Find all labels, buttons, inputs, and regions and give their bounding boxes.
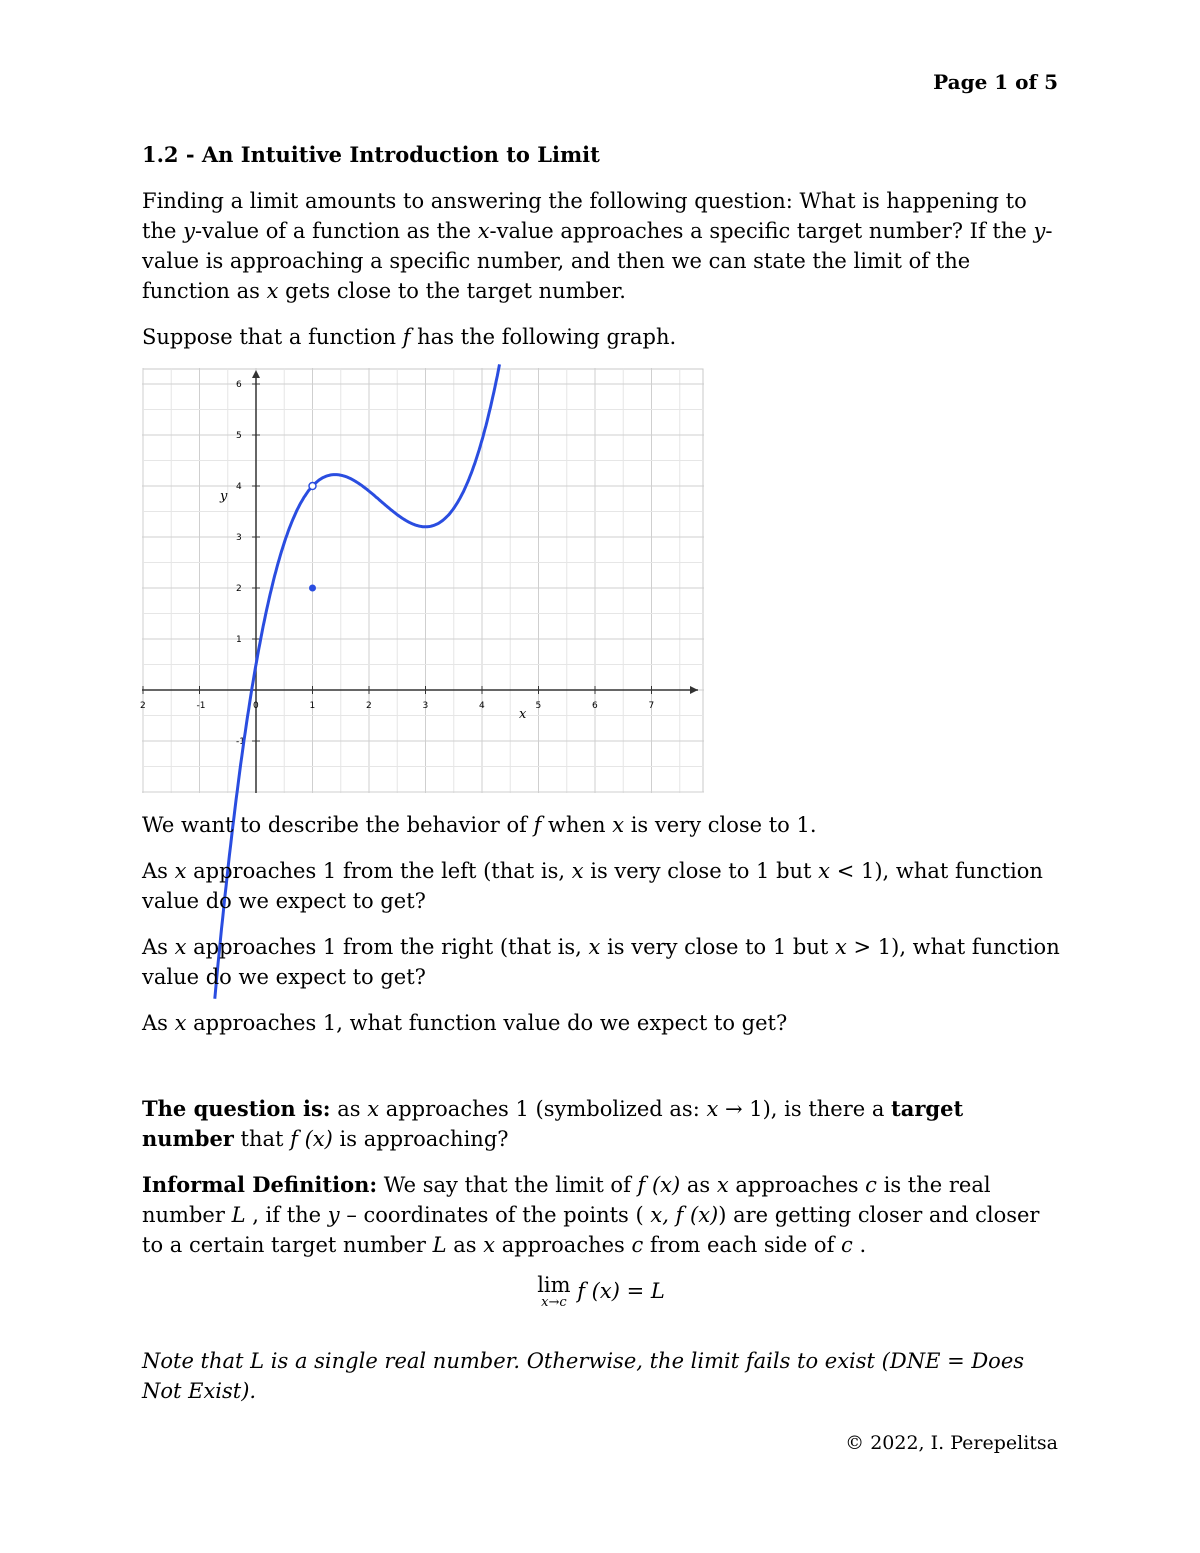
section-title: 1.2 - An Intuitive Introduction to Limit: [142, 142, 600, 167]
copyright: © 2022, I. Perepelitsa: [845, 1432, 1058, 1454]
graph-axes: [142, 370, 698, 793]
closed-point: [309, 585, 316, 592]
x-tick-label: 7: [648, 701, 655, 711]
question-target: The question is: as x approaches 1 (symbolized as: x → 1), is there a target number that f (x) is approaching?: [142, 1096, 964, 1151]
x-tick-label: 2: [140, 701, 146, 711]
intro-paragraph: Finding a limit amounts to answering the following question: What is happening to the y-value of a function as the x-value approaches a specific target number? If the y-value is approaching a specific number, and then we can state the limit of the function as x gets close to the target number.: [142, 189, 1053, 303]
suppose-paragraph: Suppose that a function f has the following graph.: [142, 325, 677, 349]
note-text: Note that L is a single real number. Otherwise, the limit fails to exist (DNE = Does Not Exist).: [142, 1349, 1025, 1403]
y-tick-label: 3: [236, 533, 242, 543]
y-tick-label: 6: [236, 380, 242, 390]
lim-expression: f (x) = L: [577, 1279, 665, 1303]
limit-formula: [142, 1273, 1060, 1312]
document-body: [142, 140, 1060, 368]
x-tick-label: 2: [366, 701, 372, 711]
y-tick-label: 2: [236, 584, 242, 594]
graph-grid: [142, 368, 704, 793]
x-tick-label: 1: [309, 701, 316, 711]
y-tick-label: 4: [236, 482, 242, 492]
x-tick-label: 0: [253, 701, 259, 711]
y-tick-label: 1: [236, 635, 242, 645]
y-tick-label: -1: [236, 737, 245, 747]
open-point: [309, 483, 316, 490]
questions-section: [142, 810, 1060, 1422]
lim-operator: lim: [537, 1273, 571, 1297]
y-axis-label: y: [220, 489, 228, 504]
x-tick-label: 6: [592, 701, 598, 711]
question-right: As x approaches 1 from the right (that is, x is very close to 1 but x > 1), what function value do we expect to get?: [142, 935, 1060, 989]
x-tick-label: 4: [479, 701, 485, 711]
x-tick-label: -1: [196, 701, 206, 711]
lim-subscript: x→c: [541, 1295, 567, 1310]
x-tick-label: 5: [535, 701, 542, 711]
question-both: As x approaches 1, what function value do we expect to get?: [142, 1011, 788, 1035]
x-tick-label: 3: [422, 701, 429, 711]
question-left: As x approaches 1 from the left (that is, x is very close to 1 but x < 1), what function value do we expect to get?: [142, 859, 1043, 913]
x-axis-label: x: [519, 707, 527, 722]
function-graph: [142, 368, 704, 793]
page-number: Page 1 of 5: [933, 70, 1058, 94]
informal-definition: Informal Definition: We say that the limit of f (x) as x approaches c is the real number L , if the y – coordinates of the points ( x, f (x)) are getting closer and closer to a certain target number L as x approaches c from each side of c .: [142, 1172, 1040, 1257]
question-behavior: We want to describe the behavior of f when x is very close to 1.: [142, 813, 817, 837]
y-tick-label: 5: [236, 431, 242, 441]
